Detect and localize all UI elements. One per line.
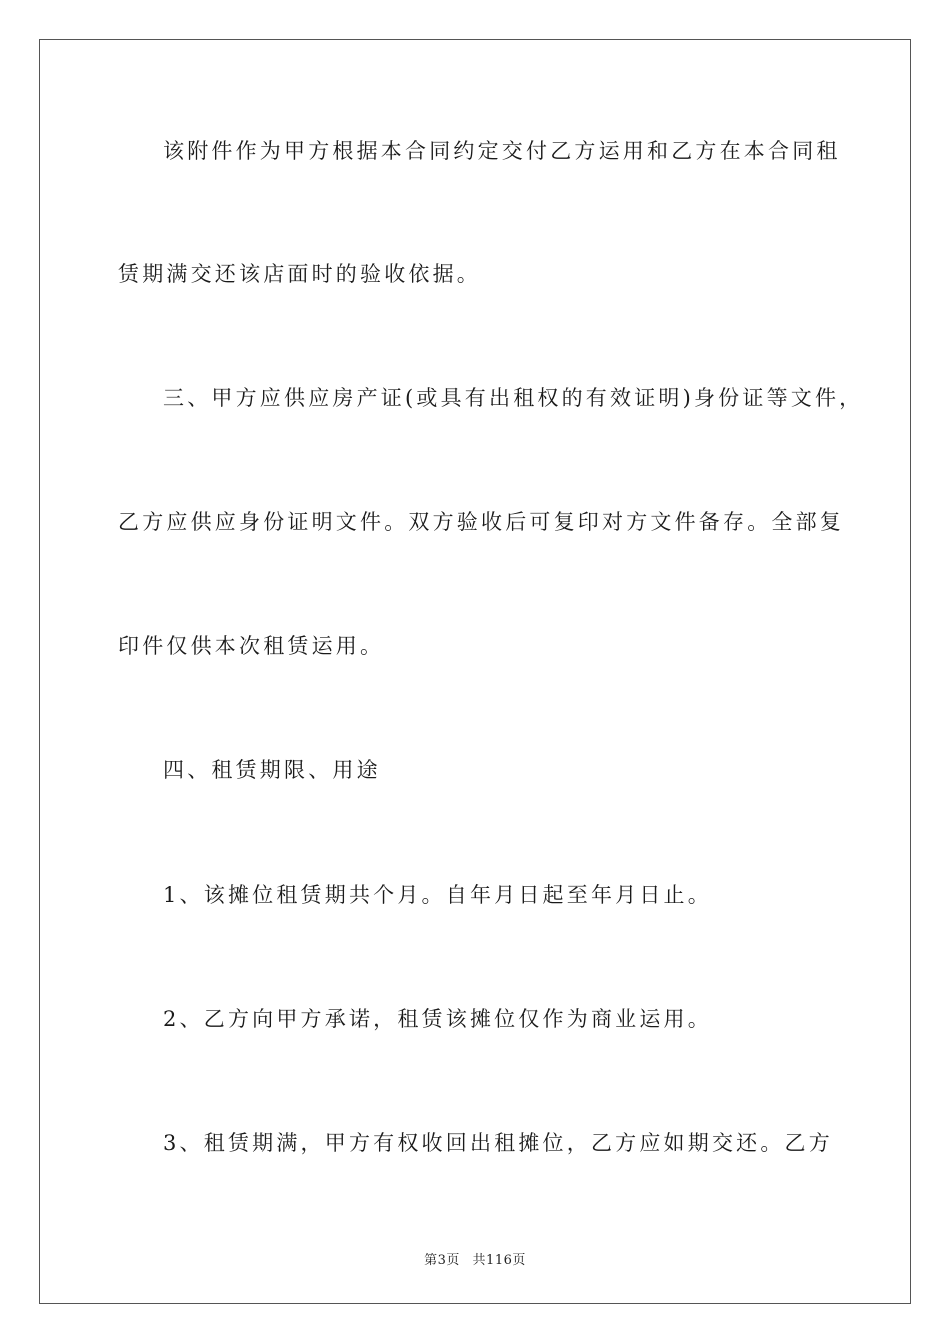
page-number: 第3页 bbox=[424, 1253, 460, 1268]
paragraph-line: 3、租赁期满，甲方有权收回出租摊位，乙方应如期交还。乙方 bbox=[163, 1131, 833, 1155]
page-footer bbox=[0, 1249, 950, 1268]
page-frame bbox=[39, 39, 911, 1304]
page-total: 共116页 bbox=[472, 1253, 526, 1268]
paragraph-line: 印件仅供本次租赁运用。 bbox=[118, 634, 385, 658]
section-heading: 四、租赁期限、用途 bbox=[163, 758, 381, 782]
paragraph-line: 该附件作为甲方根据本合同约定交付乙方运用和乙方在本合同租 bbox=[163, 139, 841, 163]
paragraph-line: 三、甲方应供应房产证(或具有出租权的有效证明)身份证等文件， bbox=[163, 386, 864, 410]
paragraph-line: 2、乙方向甲方承诺，租赁该摊位仅作为商业运用。 bbox=[163, 1007, 712, 1031]
paragraph-line: 赁期满交还该店面时的验收依据。 bbox=[118, 262, 481, 286]
paragraph-line: 1、该摊位租赁期共个月。自年月日起至年月日止。 bbox=[163, 883, 712, 907]
paragraph-line: 乙方应供应身份证明文件。双方验收后可复印对方文件备存。全部复 bbox=[118, 510, 844, 534]
